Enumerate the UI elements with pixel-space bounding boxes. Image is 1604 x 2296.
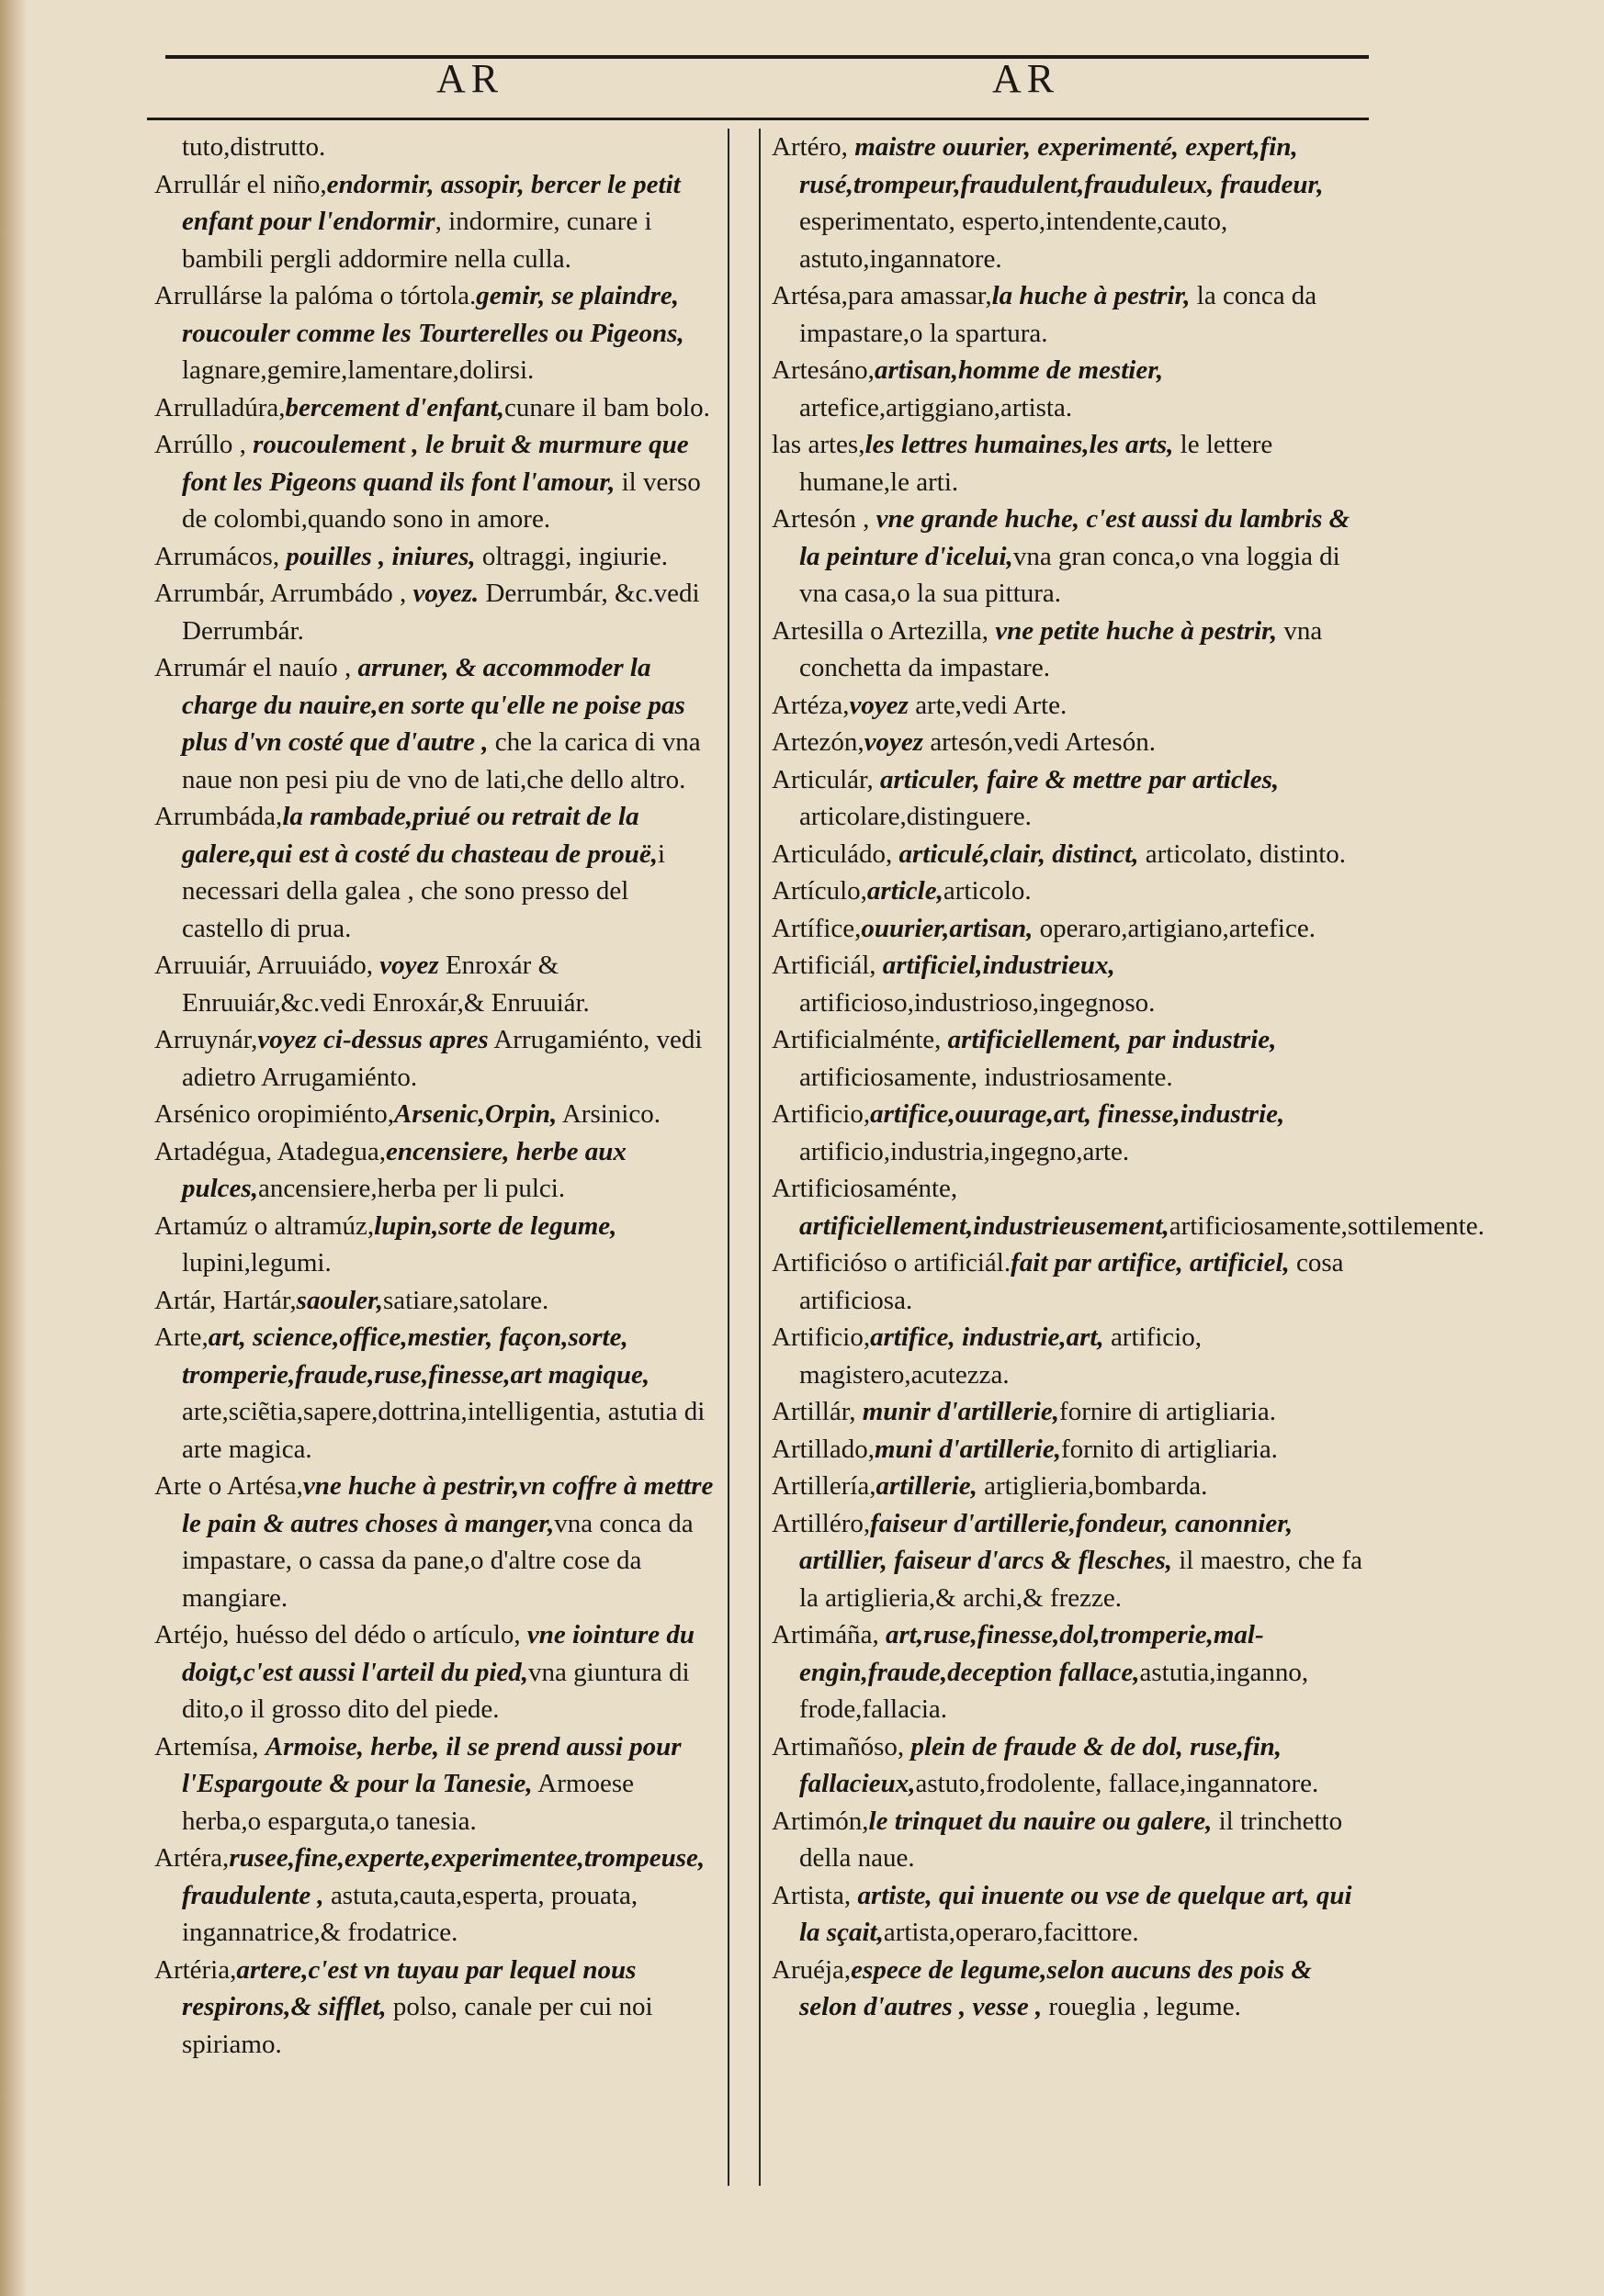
french-gloss: endormir, assopir, bercer le petit enfant pour l'endormir <box>182 169 681 236</box>
french-gloss: les lettres humaines,les arts, <box>864 430 1174 459</box>
french-gloss: voyez. <box>412 579 480 608</box>
dictionary-entry <box>772 1393 1369 1431</box>
italian-gloss: artificiosamente, industriosamente. <box>799 1062 1173 1092</box>
headword: Artéra, <box>154 1843 230 1873</box>
dictionary-entry <box>154 1096 717 1133</box>
headword: Arte, <box>154 1322 209 1352</box>
italian-gloss: roueglia , legume. <box>1042 1992 1241 2021</box>
italian-gloss: vna giuntura di dito,o il grosso dito del piede. <box>182 1657 690 1724</box>
french-gloss: muni d'artillerie, <box>874 1434 1061 1464</box>
dictionary-entry <box>154 538 717 576</box>
dictionary-entry <box>772 1319 1369 1393</box>
dictionary-entry <box>772 1505 1369 1617</box>
dictionary-entry <box>154 166 717 278</box>
dictionary-entry <box>154 1208 717 1282</box>
french-gloss: encensiere, herbe aux pulces, <box>182 1136 627 1203</box>
dictionary-entry <box>154 1319 717 1468</box>
header-rule-bottom <box>147 118 1369 120</box>
italian-gloss: ancensiere,herba per li pulci. <box>257 1174 566 1203</box>
dictionary-entry <box>154 1952 717 2064</box>
headword: Arrúllo , <box>154 430 254 459</box>
dictionary-entry <box>154 798 717 947</box>
italian-gloss: oltraggi, ingiurie. <box>475 541 669 571</box>
italian-gloss: cunare il bam bolo. <box>503 392 710 422</box>
headword: Arrullár el niño, <box>154 169 327 199</box>
dictionary-entry <box>772 1952 1369 2026</box>
italian-gloss: Derrumbár, &c.vedi Derrumbár. <box>182 579 700 646</box>
headword: Artista, <box>772 1880 858 1910</box>
french-gloss: artifice, industrie,art, <box>870 1322 1104 1352</box>
french-gloss: plein de fraude & de dol, ruse,fin, fallacieux, <box>799 1731 1282 1798</box>
french-gloss: vne petite huche à pestrir, <box>995 615 1278 646</box>
italian-gloss: Arrugamiénto, vedi adietro Arrugamiénto. <box>182 1025 703 1092</box>
headword: Aruéja, <box>772 1954 852 1985</box>
french-gloss: artificiellement, par industrie, <box>947 1025 1277 1054</box>
french-gloss: artificiel,industrieux, <box>882 951 1115 980</box>
dictionary-entry <box>772 1096 1369 1170</box>
dictionary-entry <box>154 575 717 649</box>
dictionary-entry <box>772 1728 1369 1803</box>
italian-gloss: artificioso,industrioso,ingegnoso. <box>799 987 1156 1018</box>
french-gloss: maistre ouurier, experimenté, expert,fin, rusé,trompeur,fraudulent,frauduleux, fraudeur, <box>799 132 1324 199</box>
running-head-left: AR <box>436 56 504 101</box>
headword: Articuládo, <box>772 838 899 869</box>
italian-gloss: che la carica di vna naue non pesi piu de vno de lati,che dello altro. <box>182 727 701 794</box>
french-gloss: artere,c'est vn tuyau par lequel nous respirons,& sifflet, <box>182 1954 637 2021</box>
dictionary-entry <box>154 1021 717 1096</box>
header-rule-top <box>165 55 1369 59</box>
italian-gloss: lupini,legumi. <box>182 1248 332 1277</box>
headword: Arrulladúra, <box>154 392 286 422</box>
french-gloss: Armoise, herbe, il se prend aussi pour l'Espargoute & pour la Tanesie, <box>182 1731 682 1798</box>
dictionary-entry <box>772 613 1369 687</box>
dictionary-entry <box>154 649 717 798</box>
dictionary-entry <box>772 501 1369 613</box>
french-gloss: voyez <box>379 951 439 980</box>
dictionary-entry <box>772 1170 1485 1244</box>
dictionary-entry <box>154 1616 717 1728</box>
dictionary-entry <box>772 1877 1369 1952</box>
dictionary-entry <box>772 761 1369 836</box>
headword: Artesilla o Artezilla, <box>772 615 996 646</box>
headword: Arruynár, <box>154 1025 258 1054</box>
french-gloss: pouilles , iniures, <box>286 541 476 571</box>
headword: Artamúz o altramúz, <box>154 1210 375 1241</box>
dictionary-entry <box>772 724 1369 761</box>
headword: las artes, <box>772 430 865 459</box>
italian-gloss: Arsinico. <box>557 1099 661 1129</box>
italian-gloss: artificio,industria,ingegno,arte. <box>799 1136 1130 1166</box>
headword: Arrumácos, <box>154 541 287 571</box>
italian-gloss: esperimentato, esperto,intendente,cauto, astuto,ingannatore. <box>799 207 1228 274</box>
headword: Arsénico oropimiénto, <box>154 1099 394 1129</box>
italian-gloss: cosa artificiosa. <box>799 1248 1344 1315</box>
dictionary-entry <box>772 687 1369 725</box>
italian-gloss: arte,vedi Arte. <box>908 690 1067 720</box>
headword: Artéro, <box>772 132 855 162</box>
italian-gloss: Enroxár & Enruuiár,&c.vedi Enroxár,& Enruuiár. <box>182 951 590 1018</box>
headword: Artificiosaménte, <box>772 1174 958 1203</box>
italian-gloss: il verso de colombi,quando sono in amore. <box>182 467 701 534</box>
headword: Artezón, <box>772 727 864 757</box>
french-gloss: lupin,sorte de legume, <box>374 1210 617 1241</box>
french-gloss: le trinquet du nauire ou galere, <box>868 1806 1213 1836</box>
french-gloss: bercement d'enfant, <box>285 392 504 422</box>
column-divider-right <box>759 129 761 2186</box>
french-gloss: espece de legume,selon aucuns des pois & selon d'autres , vesse , <box>799 1954 1312 2021</box>
french-gloss: roucoulement , le bruit & murmure que font les Pigeons quand ils font l'amour, <box>182 430 689 497</box>
dictionary-entry <box>772 277 1369 352</box>
headword: Artificiál, <box>772 951 883 980</box>
french-gloss: la rambade,priué ou retrait de la galere,qui est à costé du chasteau de prouë, <box>182 802 658 869</box>
headword: Articulár, <box>772 764 881 794</box>
headword: Arte o Artésa, <box>154 1471 303 1501</box>
italian-gloss: fornito di artigliaria. <box>1060 1434 1278 1464</box>
headword: Arrullárse la palóma o tórtola. <box>154 281 477 310</box>
french-gloss: voyez <box>864 727 924 757</box>
headword: Artillár, <box>772 1397 863 1426</box>
french-gloss: articulé,clair, distinct, <box>898 838 1139 869</box>
headword: Artífice, <box>772 913 862 943</box>
headword: Artillería, <box>772 1471 876 1501</box>
french-gloss: la huche à pestrir, <box>991 281 1191 310</box>
italian-gloss: artificiosamente,sottilemente. <box>1169 1210 1485 1241</box>
headword: Artilléro, <box>772 1508 871 1538</box>
italian-gloss: le lettere humane,le arti. <box>799 430 1273 497</box>
dictionary-entry <box>772 947 1369 1021</box>
italian-gloss: articolo. <box>943 876 1032 906</box>
dictionary-entry <box>772 426 1369 501</box>
italian-gloss: polso, canale per cui noi spiriamo. <box>182 1992 653 2059</box>
headword: Artimáña, <box>772 1620 887 1649</box>
french-gloss: vne huche à pestrir,vn coffre à mettre le pain & autres choses à manger, <box>182 1471 714 1538</box>
italian-gloss: astuto,frodolente, fallace,ingannatore. <box>915 1769 1319 1798</box>
dictionary-entry <box>772 129 1369 277</box>
french-gloss: article, <box>866 876 943 906</box>
dictionary-entry <box>772 1468 1369 1505</box>
dictionary-entry <box>154 277 717 389</box>
dictionary-entry <box>154 389 717 427</box>
dictionary-entry <box>154 1840 717 1952</box>
french-gloss: voyez <box>849 690 909 720</box>
italian-gloss: vna conchetta da impastare. <box>799 615 1323 682</box>
italian-gloss: satiare,satolare. <box>382 1285 549 1315</box>
italian-gloss: artista,operaro,facittore. <box>883 1918 1139 1947</box>
italian-gloss: il maestro, che fa la artiglieria,& archi,& frezze. <box>799 1546 1362 1613</box>
french-gloss: voyez ci-dessus apres <box>257 1025 489 1054</box>
italian-gloss: artefice,artiggiano,artista. <box>799 392 1073 422</box>
dictionary-entry <box>154 947 717 1021</box>
headword: Artesón , <box>772 504 876 534</box>
headword: Arrumbáda, <box>154 802 283 831</box>
headword: Artéza, <box>772 690 850 720</box>
headword: Artár, Hartár, <box>154 1285 297 1315</box>
italian-gloss: artificio, magistero,acutezza. <box>799 1322 1202 1390</box>
french-gloss: Arsenic,Orpin, <box>393 1099 558 1129</box>
french-gloss: artisan,homme de mestier, <box>874 355 1164 385</box>
dictionary-entry <box>154 1468 717 1616</box>
french-gloss: munir d'artillerie, <box>862 1397 1060 1426</box>
italian-gloss: fornire di artigliaria. <box>1059 1397 1276 1426</box>
french-gloss: artillerie, <box>875 1471 977 1501</box>
italian-gloss: articolare,distinguere. <box>799 802 1032 831</box>
french-gloss: art,ruse,finesse,dol,tromperie,mal-engin,fraude,deception fallace, <box>799 1620 1264 1687</box>
headword: Artificio, <box>772 1099 871 1129</box>
italian-gloss: la conca da impastare,o la spartura. <box>799 281 1317 348</box>
french-gloss: fait par artifice, artificiel, <box>1011 1248 1290 1277</box>
headword: Artéjo, huésso del dédo o artículo, <box>154 1620 527 1649</box>
dictionary-entry <box>772 1021 1369 1096</box>
headword: Artadégua, Atadegua, <box>154 1136 387 1166</box>
dictionary-entry <box>772 872 1369 910</box>
dictionary-entry <box>154 1133 717 1208</box>
headword: Artificióso o artificiál. <box>772 1248 1011 1277</box>
dictionary-entry <box>154 1282 717 1320</box>
italian-gloss: operaro,artigiano,artefice. <box>1033 913 1316 943</box>
italian-gloss: astutia,inganno, frode,fallacia. <box>799 1657 1309 1724</box>
italian-gloss: tuto,distrutto. <box>182 132 326 162</box>
right-column <box>772 129 1485 2026</box>
headword: Artimón, <box>772 1806 869 1836</box>
headword: Artificialménte, <box>772 1025 948 1054</box>
headword: Arrumár el nauío , <box>154 653 358 682</box>
dictionary-entry <box>772 910 1369 948</box>
italian-gloss: astuta,cauta,esperta, prouata, ingannatrice,& frodatrice. <box>182 1880 638 1947</box>
headword: Artéria, <box>154 1954 237 1985</box>
french-gloss: ouurier,artisan, <box>861 913 1034 943</box>
column-divider-left <box>728 129 729 2186</box>
french-gloss: vne grande huche, c'est aussi du lambris & la peinture d'icelui, <box>799 504 1350 571</box>
french-gloss: saouler, <box>296 1285 383 1315</box>
headword: Artimañóso, <box>772 1731 911 1761</box>
italian-gloss: Armoese herba,o esparguta,o tanesia. <box>182 1769 634 1836</box>
headword: Artillado, <box>772 1434 875 1464</box>
headword: Artesáno, <box>772 355 875 385</box>
dictionary-entry <box>772 1616 1369 1728</box>
headword: Artemísa, <box>154 1731 265 1761</box>
dictionary-entry <box>772 1244 1369 1319</box>
italian-gloss: vna gran conca,o vna loggia di vna casa,o la sua pittura. <box>799 541 1340 608</box>
italian-gloss: i necessari della galea , che sono presso del castello di prua. <box>182 838 666 943</box>
french-gloss: gemir, se plaindre, roucouler comme les Tourterelles ou Pigeons, <box>182 281 684 348</box>
dictionary-entry <box>772 1431 1369 1469</box>
italian-gloss: vna conca da impastare, o cassa da pane,o d'altre cose da mangiare. <box>182 1508 694 1613</box>
headword: Arruuiár, Arruuiádo, <box>154 951 380 980</box>
italian-gloss: il trinchetto della naue. <box>799 1806 1343 1873</box>
dictionary-entry <box>154 426 717 538</box>
italian-gloss: , indormire, cunare i bambili pergli addormire nella culla. <box>182 207 652 274</box>
french-gloss: faiseur d'artillerie,fondeur, canonnier, artillier, faiseur d'arcs & flesches, <box>799 1508 1293 1575</box>
italian-gloss: arte,sciẽtia,sapere,dottrina,intelligentia, astutia di arte magica. <box>182 1397 706 1464</box>
headword: Artificio, <box>772 1322 871 1352</box>
dictionary-entry <box>772 836 1369 873</box>
dictionary-entry <box>772 352 1369 426</box>
french-gloss: artifice,ouurage,art, finesse,industrie, <box>870 1099 1285 1129</box>
dictionary-entry <box>154 129 717 166</box>
page-binding-shadow <box>0 0 28 2296</box>
italian-gloss: lagnare,gemire,lamentare,dolirsi. <box>182 355 535 385</box>
french-gloss: art, science,office,mestier, façon,sorte, tromperie,fraude,ruse,finesse,art magique, <box>182 1322 650 1390</box>
headword: Arrumbár, Arrumbádo , <box>154 579 413 608</box>
french-gloss: articuler, faire & mettre par articles, <box>880 764 1280 794</box>
italian-gloss: articolato, distinto. <box>1138 838 1347 869</box>
left-column <box>154 129 717 2063</box>
french-gloss: artificiellement,industrieusement, <box>799 1210 1169 1241</box>
dictionary-entry <box>154 1728 717 1840</box>
headword: Artésa,para amassar, <box>772 281 992 310</box>
italian-gloss: artiglieria,bombarda. <box>977 1471 1208 1501</box>
french-gloss: arruner, & accommoder la charge du nauire,en sorte qu'elle ne poise pas plus d'vn costé que d'autre , <box>182 653 685 757</box>
french-gloss: artiste, qui inuente ou vse de quelque art, qui la sçait, <box>799 1880 1352 1947</box>
headword: Artículo, <box>772 876 867 906</box>
running-head-right: AR <box>992 56 1060 101</box>
french-gloss: rusee,fine,experte,experimentee,trompeuse, fraudulente , <box>182 1843 706 1910</box>
dictionary-entry <box>772 1803 1369 1877</box>
italian-gloss: artesón,vedi Artesón. <box>923 727 1156 757</box>
french-gloss: vne iointure du doigt,c'est aussi l'arteil du pied, <box>182 1620 695 1687</box>
